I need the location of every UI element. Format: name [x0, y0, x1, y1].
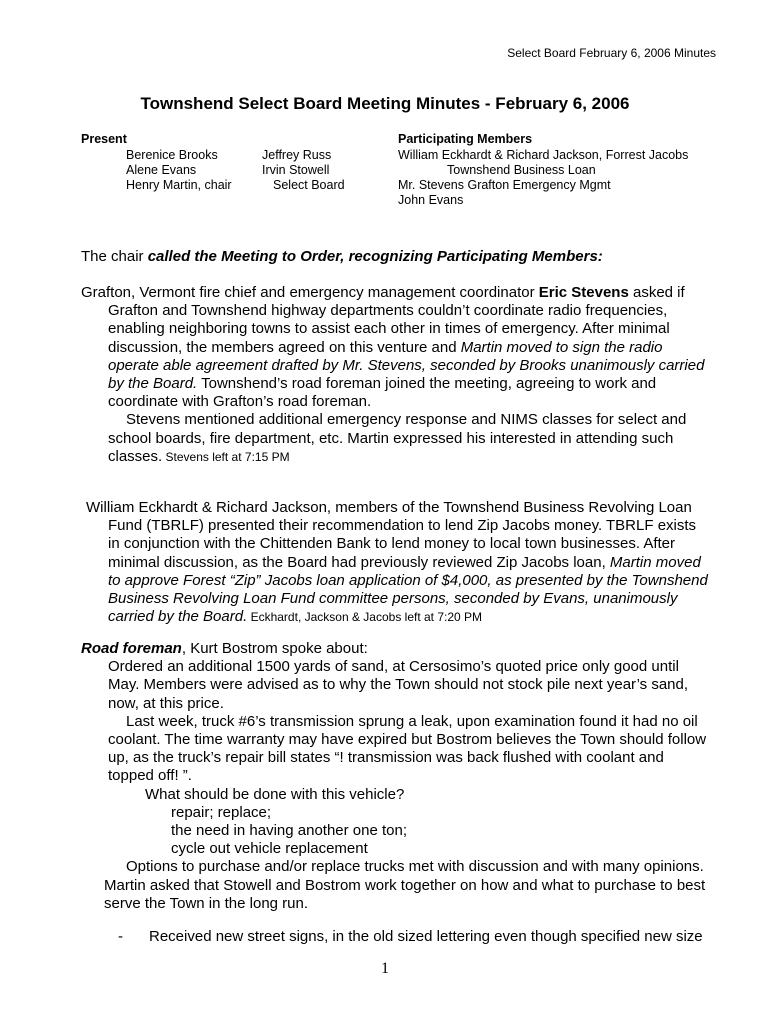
call-to-order: The chair called the Meeting to Order, recognizing Participating Members: — [81, 248, 603, 265]
running-head: Select Board February 6, 2006 Minutes — [507, 46, 716, 60]
participating-label: Participating Members — [398, 132, 533, 146]
present-name: Henry Martin, chair — [126, 178, 232, 192]
participant-line: Mr. Stevens Grafton Emergency Mgmt — [398, 178, 611, 192]
participant-line: John Evans — [398, 193, 464, 207]
present-name: Irvin Stowell — [262, 163, 330, 177]
bullet-street-signs: Received new street signs, in the old sized lettering even though specified new size — [149, 928, 703, 945]
road-foreman-paragraph: Road foreman, Kurt Bostrom spoke about: Ordered an additional 1500 yards of sand, at Cersosimo’s quoted price only good until May. Members were advised as to why the Town should not stock pile next year’s sand, now, at this price. Last week, truck #6’s transmission sprung a leak, upon examination found it had no oil coolant. The time warranty may have expired but Bostrom believes the Town should follow up, as the truck’s repair bill states “! transmission was back flushed with coolant and topped off! ”. What should be done with this vehicle? repair; replace; the need in having another one ton; cycle out vehicle replacement Options to purchase and/or replace trucks met with discussion and with many opinions. Martin asked that Stowell and Bostrom work together on how and what to purchase to best serve the Town in the long run. — [81, 640, 707, 912]
present-name: Berenice Brooks — [126, 148, 218, 162]
road-foreman-heading: Road foreman — [81, 640, 182, 657]
participant-line: William Eckhardt & Richard Jackson, Forrest Jacobs — [398, 148, 689, 162]
present-col1 — [126, 148, 232, 193]
present-name: Alene Evans — [126, 163, 197, 177]
stevens-paragraph: Grafton, Vermont fire chief and emergency management coordinator Eric Stevens asked if Grafton and Townshend highway departments couldn’t coordinate radio frequencies, enabling neighboring towns to assist each other in times of emergency. After minimal discussion, the members agreed on this venture and Martin moved to sign the radio operate able agreement drafted by Mr. Stevens, seconded by Brooks unanimously carried by the Board. Townshend’s road foreman joined the meeting, agreeing to work and coordinate with Grafton’s road foreman. Stevens mentioned additional emergency response and NIMS classes for select and school boards, fire department, etc. Martin expressed his interested in attending such classes. Stevens left at 7:15 PM — [81, 284, 705, 465]
present-name: Jeffrey Russ — [262, 148, 332, 162]
bullet-dash: - — [118, 928, 123, 945]
present-label: Present — [81, 132, 127, 146]
participating-list — [398, 148, 688, 208]
present-col2 — [262, 148, 345, 193]
page-number: 1 — [381, 960, 389, 977]
participant-line: Townshend Business Loan — [447, 163, 596, 177]
present-role: Select Board — [273, 178, 345, 192]
page-title: Townshend Select Board Meeting Minutes - February 6, 2006 — [140, 94, 630, 113]
loan-paragraph: William Eckhardt & Richard Jackson, members of the Townshend Business Revolving Loan Fund (TBRLF) presented their recommendation to lend Zip Jacobs money. TBRLF exists in conjunction with the Chittenden Bank to lend money to local town businesses. After minimal discussion, as the Board had previously reviewed Zip Jacobs loan, Martin moved to approve Forest “Zip” Jacobs loan application of $4,000, as presented by the Townshend Business Revolving Loan Fund committee persons, seconded by Evans, unanimously carried by the Board. Eckhardt, Jackson & Jacobs left at 7:20 PM — [86, 499, 708, 626]
